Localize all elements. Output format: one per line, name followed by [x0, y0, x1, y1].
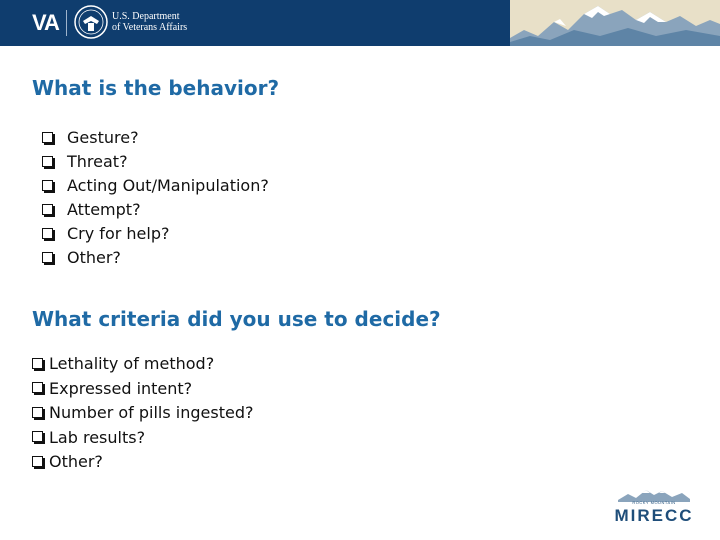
- checklist-item: [32, 401, 253, 426]
- checklist-item: [32, 450, 253, 475]
- item-label: Other?: [49, 452, 103, 471]
- item-label: Other?: [67, 248, 121, 267]
- item-label: Threat?: [67, 152, 128, 171]
- checkbox-icon[interactable]: [42, 156, 53, 167]
- checklist-item: [42, 246, 269, 270]
- item-label: Lethality of method?: [49, 354, 215, 373]
- checkbox-icon[interactable]: [42, 180, 53, 191]
- checkbox-icon[interactable]: [32, 382, 43, 393]
- checklist-item: [42, 150, 269, 174]
- section-title-criteria: What criteria did you use to decide?: [32, 307, 441, 331]
- checkbox-icon[interactable]: [32, 358, 43, 369]
- checklist-item: [42, 174, 269, 198]
- item-label: Cry for help?: [67, 224, 170, 243]
- mountains-banner: [510, 0, 720, 46]
- item-label: Acting Out/Manipulation?: [67, 176, 269, 195]
- mirecc-subtitle: ROCKY MOUNTAIN: [632, 500, 676, 505]
- checkbox-icon[interactable]: [32, 407, 43, 418]
- item-label: Lab results?: [49, 427, 146, 447]
- checkbox-icon[interactable]: [42, 204, 53, 215]
- checkbox-icon[interactable]: [32, 431, 43, 442]
- header-bar: [0, 0, 720, 46]
- section-title-behavior: What is the behavior?: [32, 76, 280, 100]
- dept-name: [112, 11, 187, 33]
- checklist-item: [32, 352, 253, 377]
- item-label: Attempt?: [67, 200, 141, 219]
- mirecc-logo-text: MIRECC: [614, 506, 694, 525]
- checklist-item: [42, 198, 269, 222]
- checklist-item: [42, 222, 269, 246]
- criteria-checklist: [32, 352, 253, 475]
- checklist-item: [42, 126, 269, 150]
- checkbox-icon[interactable]: [42, 228, 53, 239]
- checklist-item: [32, 377, 253, 402]
- checklist-item: [32, 426, 253, 451]
- checkbox-icon[interactable]: [42, 132, 53, 143]
- item-label: Number of pills ingested?: [49, 403, 254, 422]
- logo-divider: [66, 10, 67, 36]
- item-label: Gesture?: [67, 128, 139, 147]
- behavior-checklist: [42, 126, 269, 270]
- checkbox-icon[interactable]: [32, 456, 43, 467]
- dept-line-1: U.S. Department: [112, 11, 180, 22]
- va-seal-icon: [74, 5, 108, 39]
- dept-line-2: of Veterans Affairs: [112, 22, 188, 33]
- item-label: Expressed intent?: [49, 378, 193, 398]
- checkbox-icon[interactable]: [42, 252, 53, 263]
- va-logo: VA: [32, 10, 59, 35]
